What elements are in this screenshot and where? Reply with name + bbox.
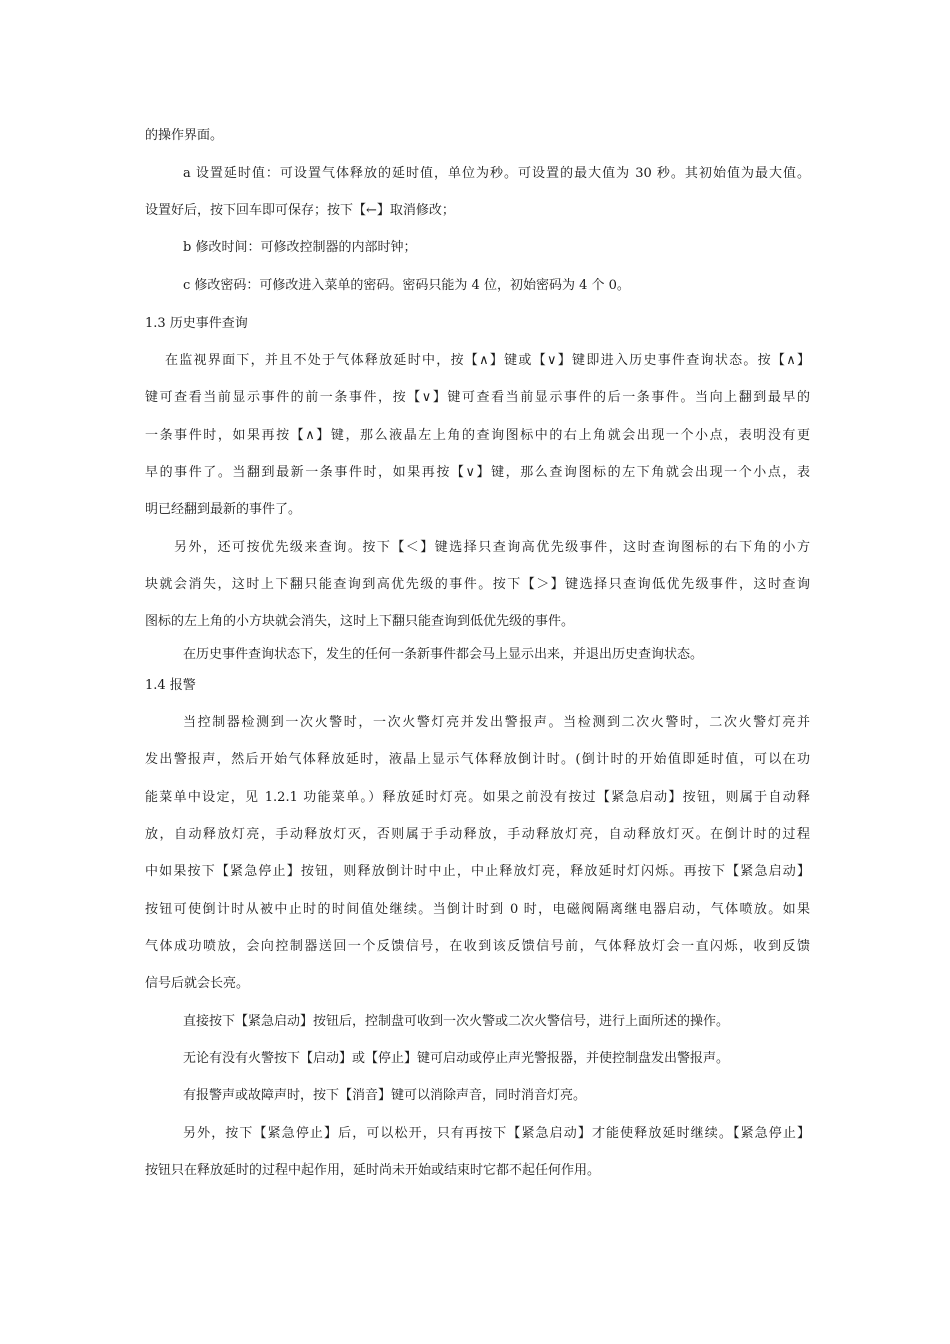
text-line: 在监视界面下，并且不处于气体释放延时中，按【∧】键或【∨】键即进入历史事件查询状态。按【∧】 bbox=[165, 353, 810, 368]
text-line: 图标的左上角的小方块就会消失，这时上下翻只能查询到低优先级的事件。 bbox=[145, 614, 575, 629]
text-line: 中如果按下【紧急停止】按钮，则释放倒计时中止，中止释放灯亮，释放延时灯闪烁。再按下【紧急启动】 bbox=[145, 864, 810, 879]
text-line: 设置好后，按下回车即可保存；按下【←】取消修改； bbox=[145, 203, 455, 218]
text-line: 无论有没有火警按下【启动】或【停止】键可启动或停止声光警报器，并使控制盘发出警报声。 bbox=[183, 1051, 730, 1066]
text-line: 块就会消失，这时上下翻只能查询到高优先级的事件。按下【＞】键选择只查询低优先级事件，这时查询 bbox=[145, 577, 810, 592]
text-line: 另外，按下【紧急停止】后，可以松开，只有再按下【紧急启动】才能使释放延时继续。【紧急停止】 bbox=[183, 1126, 810, 1141]
text-line: 在历史事件查询状态下，发生的任何一条新事件都会马上显示出来，并退出历史查询状态。 bbox=[183, 647, 704, 662]
text-line: 放，自动释放灯亮，手动释放灯灭，否则属于手动释放，手动释放灯亮，自动释放灯灭。在倒计时的过程 bbox=[145, 827, 810, 842]
text-line: 按钮只在释放延时的过程中起作用，延时尚未开始或结束时它都不起任何作用。 bbox=[145, 1163, 601, 1178]
text-line: 信号后就会长亮。 bbox=[145, 976, 250, 991]
text-line: 一条事件时，如果再按【∧】键，那么液晶左上角的查询图标中的右上角就会出现一个小点，表明没有更 bbox=[145, 428, 810, 443]
text-line: 能菜单中设定，见 1.2.1 功能菜单。）释放延时灯亮。如果之前没有按过【紧急启动】按钮，则属于自动释 bbox=[145, 790, 810, 805]
text-line: 气体成功喷放，会向控制器送回一个反馈信号，在收到该反馈信号前，气体释放灯会一直闪烁，收到反馈 bbox=[145, 939, 810, 954]
text-line: 当控制器检测到一次火警时，一次火警灯亮并发出警报声。当检测到二次火警时，二次火警灯亮并 bbox=[183, 715, 810, 730]
section-heading: 1.3 历史事件查询 bbox=[145, 316, 248, 331]
text-line: b 修改时间：可修改控制器的内部时钟； bbox=[183, 240, 417, 255]
text-line: 键可查看当前显示事件的前一条事件，按【∨】键可查看当前显示事件的后一条事件。当向上翻到最早的 bbox=[145, 390, 810, 405]
text-line: 有报警声或故障声时，按下【消音】键可以消除声音，同时消音灯亮。 bbox=[183, 1088, 587, 1103]
section-heading: 1.4 报警 bbox=[145, 678, 196, 693]
text-line: 的操作界面。 bbox=[145, 128, 224, 143]
text-line: 按钮可使倒计时从被中止时的时间值处继续。当倒计时到 0 时，电磁阀隔离继电器启动，气体喷放。如果 bbox=[145, 902, 810, 917]
text-line: a 设置延时值：可设置气体释放的延时值，单位为秒。可设置的最大值为 30 秒。其初始值为最大值。 bbox=[183, 166, 810, 181]
text-line: c 修改密码：可修改进入菜单的密码。密码只能为 4 位，初始密码为 4 个 0。 bbox=[183, 278, 630, 293]
text-line: 发出警报声，然后开始气体释放延时，液晶上显示气体释放倒计时。(倒计时的开始值即延时值，可以在功 bbox=[145, 752, 810, 767]
text-line: 早的事件了。当翻到最新一条事件时，如果再按【∨】键，那么查询图标的左下角就会出现一个小点，表 bbox=[145, 465, 810, 480]
text-line: 直接按下【紧急启动】按钮后，控制盘可收到一次火警或二次火警信号，进行上面所述的操作。 bbox=[183, 1014, 730, 1029]
text-line: 另外，还可按优先级来查询。按下【＜】键选择只查询高优先级事件，这时查询图标的右下角的小方 bbox=[174, 540, 810, 555]
text-line: 明已经翻到最新的事件了。 bbox=[145, 502, 302, 517]
